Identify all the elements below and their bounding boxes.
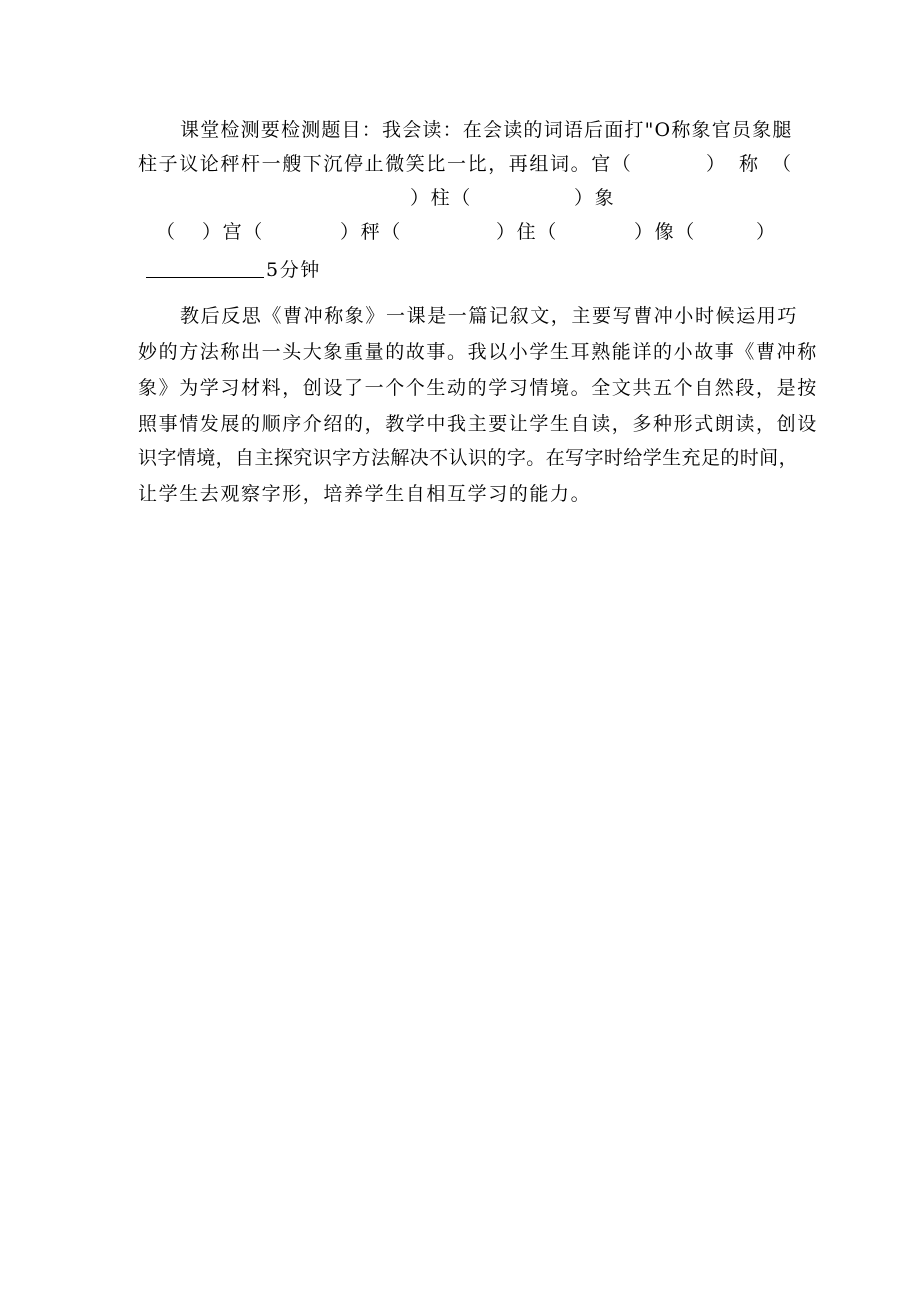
check-line-3-b: ）象 [574, 187, 616, 209]
word-gong: ）宫（ [202, 221, 264, 243]
word-xiang: ）像（ [634, 221, 696, 243]
time-underline [146, 259, 264, 278]
check-line-3-a: ）柱（ [410, 187, 472, 209]
time-text: 5分钟 [266, 259, 321, 281]
reflection-line-2: 妙的方法称出一头大象重量的故事。我以小学生耳熟能详的小故事《曹冲称 [138, 341, 818, 363]
check-line-4 [138, 220, 798, 244]
check-line-2 [138, 152, 806, 176]
reflection-line-1: 教后反思《曹冲称象》一课是一篇记叙文，主要写曹冲小时候运用巧 [180, 305, 799, 327]
word-zhu: ）住（ [496, 221, 558, 243]
check-line-2-text: 柱子议论秤杆一艘下沉停止微笑比一比，再组词。官（ [138, 153, 633, 175]
paren-close: ） [756, 221, 777, 243]
check-line-2-close: ）称（ [706, 153, 806, 175]
check-line-1: 课堂检测要检测题目：我会读：在会读的词语后面打"O称象官员象腿 [180, 119, 793, 141]
word-cheng: ）秤（ [340, 221, 402, 243]
check-line-3 [138, 186, 798, 210]
reflection-line-6: 让学生去观察字形，培养学生自相互学习的能力。 [138, 483, 592, 505]
paren-open: （ [156, 221, 177, 243]
reflection-line-4: 照事情发展的顺序介绍的，教学中我主要让学生自读，多种形式朗读，创设 [138, 413, 818, 435]
reflection-line-5: 识字情境，自主探究识字方法解决不认识的字。在写字时给学生充足的时间， [138, 447, 798, 469]
reflection-line-3: 象》为学习材料，创设了一个个生动的学习情境。全文共五个自然段，是按 [138, 377, 818, 399]
time-line [146, 258, 806, 282]
